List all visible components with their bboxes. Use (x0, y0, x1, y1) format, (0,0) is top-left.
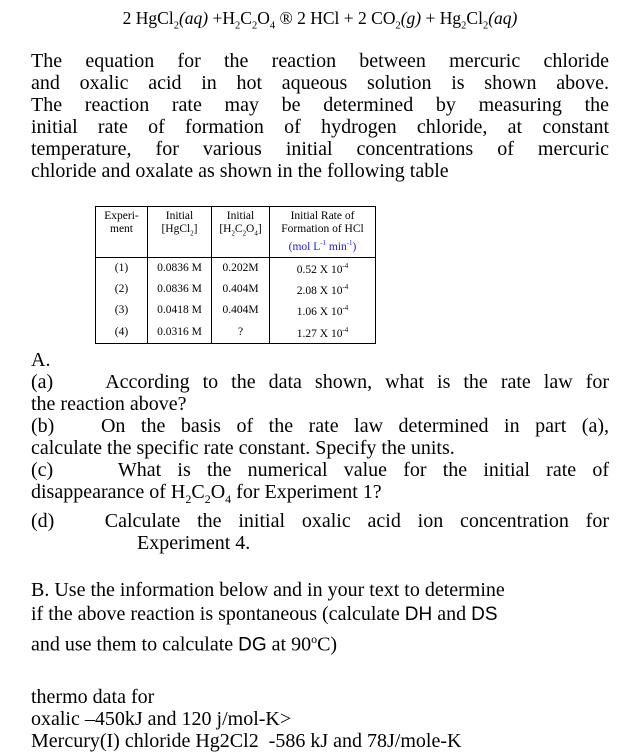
intro-line-3: The reaction rate may be determined by measuring the (31, 93, 609, 116)
table-row-experiment-1 (96, 257, 376, 279)
question-a (31, 371, 609, 415)
cell-initial-hgcl2: 0.0316 M (148, 322, 212, 344)
cell-experiment: (4) (96, 322, 148, 344)
section-a-label: A. (31, 349, 51, 372)
question-d (31, 510, 609, 554)
question-c (31, 459, 609, 510)
cell-initial-h2c2o4: 0.404M (212, 279, 270, 300)
cell-experiment: (1) (96, 257, 148, 279)
cell-initial-hgcl2: 0.0836 M (148, 279, 212, 300)
cell-experiment: (3) (96, 300, 148, 321)
question-b (31, 415, 609, 459)
thermo-mercury-chloride-line: Mercury(I) chloride Hg2Cl2 -586 kJ and 78J/mole-K (31, 729, 462, 752)
intro-paragraph (31, 50, 609, 182)
question-d-line-2: Experiment 4. (137, 532, 251, 555)
cell-initial-rate: 0.52 X $10^{-4}$ (270, 257, 376, 279)
header-initial-rate-hcl: Initial Rate of Formation of HCl (mol $L^{-1}$ $\min^{-1}$) (270, 206, 376, 257)
thermo-oxalic-line: oxalic –450kJ and 120 j/mol-K> (31, 707, 292, 730)
header-initial-h2c2o4: Initial $[H_2C_2O_4]$ (212, 206, 270, 257)
intro-line-6: chloride and oxalate as shown in the following table (31, 159, 449, 182)
section-b-line-1: B. Use the information below and in your text to determine (31, 579, 505, 602)
intro-line-5: temperature, for various initial concentrations of mercuric (31, 137, 609, 160)
thermo-data-block (31, 686, 609, 752)
cell-initial-rate: 2.08 X $10^{-4}$ (270, 279, 376, 300)
cell-initial-h2c2o4: 0.202M (212, 257, 270, 279)
cell-initial-rate: 1.27 X $10^{-4}$ (270, 322, 376, 344)
section-b-paragraph (31, 578, 609, 658)
table-row-experiment-4 (96, 322, 376, 344)
cell-initial-rate: 1.06 X $10^{-4}$ (270, 300, 376, 321)
question-a-line-1: (a) According to the data shown, what is the rate law for (31, 371, 609, 394)
cell-initial-hgcl2: 0.0418 M (148, 300, 212, 321)
intro-line-2: and oxalic acid in hot aqueous solution is shown above. (31, 71, 609, 94)
thermo-title: thermo data for (31, 685, 155, 708)
cell-initial-h2c2o4: ? (212, 322, 270, 344)
cell-experiment: (2) (96, 279, 148, 300)
header-experiment: Experi- ment (96, 206, 148, 257)
section-b-line-3: and use them to calculate DG at 90$^o$C) (31, 632, 338, 656)
cell-initial-h2c2o4: 0.404M (212, 300, 270, 321)
question-b-line-2: calculate the specific rate constant. Specify the units. (31, 437, 455, 460)
intro-line-1: The equation for the reaction between mercuric chloride (31, 49, 609, 72)
question-d-line-1: (d) Calculate the initial oxalic acid ion concentration for (31, 510, 609, 533)
question-a-line-2: the reaction above? (31, 393, 187, 416)
chemical-equation: 2 HgCl$_2$(aq) $+H_2C_2O_4$ ® 2 HCl + 2 $CO_2(g) + Hg_2Cl_2(aq)$ (122, 8, 518, 32)
kinetics-data-table (95, 206, 376, 345)
table-header-row (96, 206, 376, 257)
intro-line-4: initial rate of formation of hydrogen chloride, at constant (31, 115, 609, 138)
question-c-line-2: disappearance of $H_2C_2O_4$ for Experiment 1? (31, 481, 382, 507)
table-row-experiment-2 (96, 279, 376, 300)
cell-initial-hgcl2: 0.0836 M (148, 257, 212, 279)
section-b-line-2: if the above reaction is spontaneous (calculate DH and DS (31, 603, 498, 626)
table-row-experiment-3 (96, 300, 376, 321)
question-c-line-1: (c) What is the numerical value for the initial rate of (31, 459, 609, 482)
header-initial-hgcl2: Initial [HgCl$_2$] (148, 206, 212, 257)
question-b-line-1: (b) On the basis of the rate law determined in part (a), (31, 415, 609, 438)
